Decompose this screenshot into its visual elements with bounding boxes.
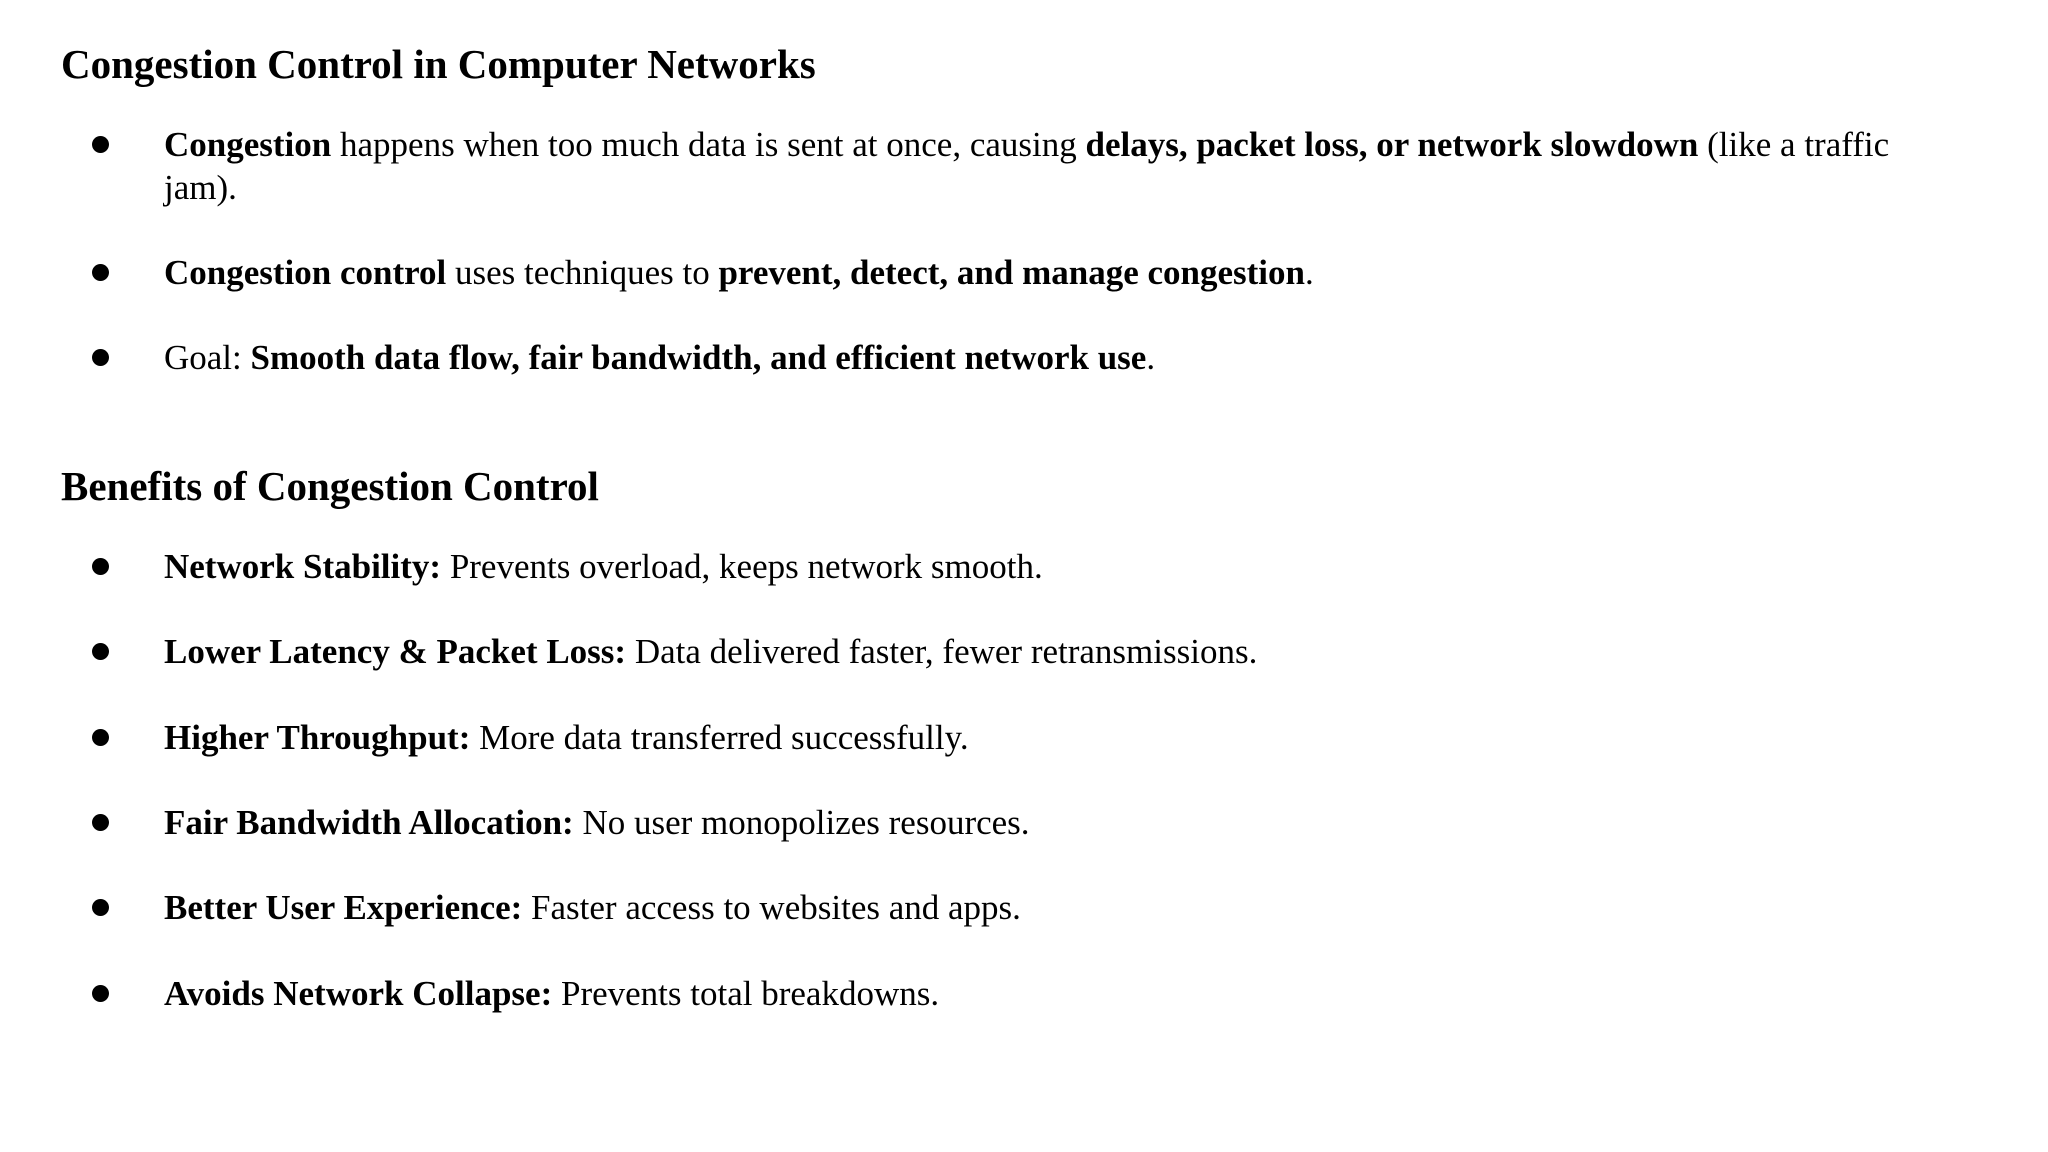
- bold-term: Congestion: [164, 125, 332, 164]
- benefit-label: Better User Experience:: [164, 888, 523, 927]
- bullet-icon: [92, 814, 109, 831]
- item-text: .: [1305, 253, 1314, 292]
- bullet-icon: [92, 729, 109, 746]
- benefit-label: Fair Bandwidth Allocation:: [164, 803, 574, 842]
- item-text: uses techniques to: [446, 253, 719, 292]
- benefit-label: Higher Throughput:: [164, 718, 471, 757]
- bullet-icon: [92, 985, 109, 1002]
- bullet-icon: [92, 643, 109, 660]
- section-title-benefits: Benefits of Congestion Control: [61, 463, 599, 509]
- section-title-congestion-control: Congestion Control in Computer Networks: [61, 41, 816, 87]
- list-item-text: [164, 801, 1924, 844]
- bold-phrase: prevent, detect, and manage congestion: [718, 253, 1305, 292]
- bullet-icon: [92, 264, 109, 281]
- benefit-text: Prevents total breakdowns.: [552, 974, 940, 1013]
- list-item-text: [164, 972, 1924, 1015]
- benefit-text: More data transferred successfully.: [470, 718, 969, 757]
- benefit-label: Network Stability:: [164, 547, 442, 586]
- benefit-text: Faster access to websites and apps.: [522, 888, 1021, 927]
- item-text: Goal:: [164, 338, 251, 377]
- benefit-label: Lower Latency & Packet Loss:: [164, 632, 627, 671]
- bullet-icon: [92, 899, 109, 916]
- list-item-text: [164, 336, 1924, 379]
- list-item-text: [164, 545, 1924, 588]
- bullet-icon: [92, 136, 109, 153]
- bold-term: Congestion control: [164, 253, 447, 292]
- bold-phrase: Smooth data flow, fair bandwidth, and efficient network use: [250, 338, 1147, 377]
- list-item-text: [164, 251, 1924, 294]
- item-text: (like a traffic jam).: [164, 125, 1890, 207]
- benefit-text: Prevents overload, keeps network smooth.: [441, 547, 1043, 586]
- bullet-icon: [92, 558, 109, 575]
- benefit-text: Data delivered faster, fewer retransmissions.: [626, 632, 1258, 671]
- benefit-text: No user monopolizes resources.: [573, 803, 1030, 842]
- list-item-text: [164, 716, 1924, 759]
- list-item-text: [164, 630, 1924, 673]
- list-item-text: [164, 123, 1924, 209]
- benefit-label: Avoids Network Collapse:: [164, 974, 553, 1013]
- bold-phrase: delays, packet loss, or network slowdown: [1085, 125, 1699, 164]
- item-text: .: [1146, 338, 1156, 377]
- list-item-text: [164, 886, 1924, 929]
- bullet-icon: [92, 349, 109, 366]
- item-text: happens when too much data is sent at once, causing: [331, 125, 1086, 164]
